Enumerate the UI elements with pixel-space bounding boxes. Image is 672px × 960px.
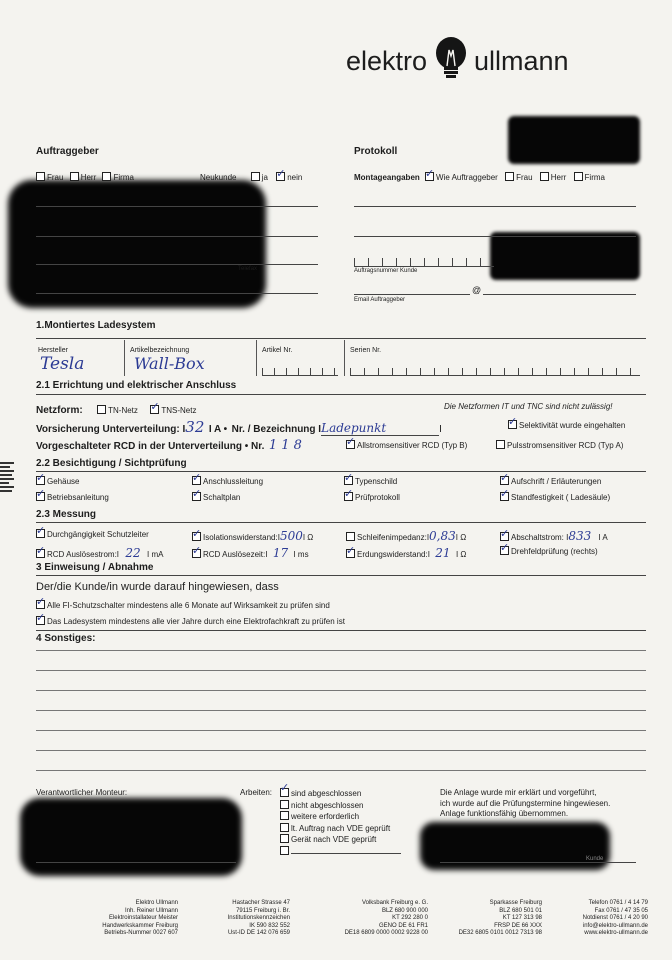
serial-nr-ticks [350,368,640,376]
checkbox-anschlussleitung[interactable] [192,476,201,485]
notes-line-2 [36,670,646,671]
unit-insulation: I Ω [302,533,314,542]
check-pruefprotokoll [344,492,400,502]
checkbox-ja[interactable] [251,172,260,181]
checkbox-work-5[interactable] [280,834,289,843]
label-work-4: lt. Auftrag nach VDE geprüft [291,823,391,833]
checkbox-continuity[interactable] [36,529,45,538]
label-work-5: Gerät nach VDE geprüft [291,835,377,844]
work-option-3 [280,811,401,823]
checkbox-insulation[interactable] [192,532,201,541]
check-typenschild [344,476,397,486]
fuse-row [36,418,442,437]
work-options [280,788,401,857]
client-salutations [36,172,134,182]
checkbox-work-2[interactable] [280,800,289,809]
label-tripping: Abschaltstrom: I [511,533,569,542]
col-divider-2 [256,340,257,376]
meas-rcd-time [192,546,309,560]
checkbox-betriebsanleitung[interactable] [36,492,45,501]
col-divider-3 [344,340,345,376]
label-loop: Schleifenimpedanz:I [357,533,430,542]
customer-text-1: Die Anlage wurde mir erklärt und vorgeführt, [440,788,597,797]
section4-top-rule [36,630,646,631]
footer-c5-2: Fax 0761 / 47 35 05 [594,907,648,914]
col-artikel-nr: Artikel Nr. [262,347,293,354]
protocol-line-2 [354,236,636,237]
checkbox-instruction-1[interactable] [36,600,45,609]
checkbox-tns-netz[interactable] [150,405,159,414]
checkbox-loop[interactable] [346,532,355,541]
footer-c4-2: BLZ 680 501 01 [499,907,542,914]
redaction-order-number [490,232,640,280]
p-salutation-frau: Frau [516,173,533,182]
checkbox-aufschrift[interactable] [500,476,509,485]
notes-line-1 [36,650,646,651]
work-label: Arbeiten: [240,788,273,797]
value-tripping: 833 [568,529,592,543]
checkbox-rotation[interactable] [500,546,509,555]
section4-title: 4 Sonstiges: [36,633,96,644]
section1-top-rule [36,338,646,339]
footer-c3-5: DE18 6809 0000 0002 9228 00 [344,930,428,936]
notes-line-5 [36,730,646,731]
checkbox-wie-auftraggeber[interactable] [425,172,434,181]
email-label: Email Auftraggeber [354,297,406,303]
meas-rcd-current [36,546,163,560]
value-rcd-time: 17 [272,546,289,560]
checkbox-rcd-current[interactable] [36,549,45,558]
manufacturer-handwriting: Tesla [40,354,85,374]
selectivity-row [508,420,625,430]
notes-line-6 [36,750,646,751]
rcd-value: 1 1 8 [268,438,302,453]
netform-row [36,400,196,418]
installer-label: Verantwortlicher Monteur: [36,788,128,797]
protocol-line-1 [354,206,636,207]
footer-c1-1: Elektro Ullmann [135,900,178,906]
client-line-2 [36,236,318,237]
checkbox-rcd-time[interactable] [192,549,201,558]
label-work-3: weitere erforderlich [291,812,360,821]
footer-c2-2: 79115 Freiburg i. Br. [236,907,290,914]
assembly-row [354,172,605,182]
label-anschlussleitung: Anschlussleitung [203,477,264,486]
rcd-label: Vorgeschalteter RCD in der Unterverteilung • Nr. [36,441,265,452]
check-gehaeuse [36,476,79,486]
redaction-client-address [8,180,266,308]
rcd-type-b-label: Allstromsensitiver RCD (Typ B) [357,441,468,450]
customer-sig-label: Kunde [586,856,604,862]
checkbox-work-3[interactable] [280,811,289,820]
unit-loop: I Ω [455,533,467,542]
checkbox-tn-netz[interactable] [97,405,106,414]
checkbox-frau[interactable] [36,172,45,181]
value-loop: 0,83 [429,529,456,543]
unit-tripping: I A [598,533,608,542]
client-title: Auftraggeber [36,146,99,157]
rcd-row [36,436,302,454]
label-schaltplan: Schaltplan [203,493,241,502]
notes-line-3 [36,690,646,691]
label-continuity: Durchgängigkeit Schutzleiter [47,530,149,539]
label-betriebsanleitung: Betriebsanleitung [47,493,109,502]
checkbox-work-6[interactable] [280,846,289,855]
value-rcd-current: 22 [125,546,141,560]
footer-c5-3: Notdienst 0761 / 4 20 90 [582,915,648,921]
salutation-herr: Herr [80,173,97,182]
label-nein: nein [287,173,303,182]
netform-note: Die Netzformen IT und TNC sind nicht zulässig! [444,402,613,411]
footer-c3-4: GENO DE 61 FR1 [378,922,428,929]
section21-title: 2.1 Errichtung und elektrischer Anschluss [36,380,237,391]
article-handwriting: Wall-Box [134,354,205,373]
checkbox-firma[interactable] [102,172,111,181]
checkbox-tripping[interactable] [500,532,509,541]
brand-right: ullmann [473,46,569,76]
installer-sign-line [36,862,236,863]
check-schaltplan [192,492,240,502]
checkbox-selectivity[interactable] [508,420,517,429]
footer-col-3 [318,900,428,938]
telefax-label: Telefax [238,266,258,272]
meas-tripping [500,529,608,543]
meas-insulation [192,529,313,543]
label-instruction-1: Alle FI-Schutzschalter mindestens alle 6 Monate auf Wirksamkeit zu prüfen sind [47,601,330,610]
salutation-firma: Firma [113,173,134,182]
footer-c1-4: Handwerkskammer Freiburg [102,922,178,929]
client-line-1 [36,206,318,207]
assembly-label: Montageangaben [354,173,420,182]
meas-loop [346,529,466,543]
notes-line-4 [36,710,646,711]
label-aufschrift: Aufschrift / Erläuterungen [511,477,602,486]
label-rcd-current: RCD Auslösestrom:I [47,550,120,559]
checkbox-standfestigkeit[interactable] [500,492,509,501]
notes-line-7 [36,770,646,771]
footer-c3-2: BLZ 680 900 000 [381,907,428,914]
work-option-1 [280,788,401,800]
label-insulation: Isolationswiderstand:I [203,533,280,542]
netform-label: Netzform: [36,405,83,416]
checkbox-rcd-type-a[interactable] [496,440,505,449]
label-work-1: sind abgeschlossen [291,789,362,798]
customer-sign-line [440,862,636,863]
fuse-value: 32 [185,418,205,436]
checkbox-gehaeuse[interactable] [36,476,45,485]
label-instruction-2: Das Ladesystem mindestens alle vier Jahre durch eine Elektrofachkraft zu prüfen ist [47,617,345,626]
meas-earth [346,546,466,560]
section23-title: 2.3 Messung [36,509,97,520]
redaction-installer-signature [20,798,242,876]
check-betriebsanleitung [36,492,109,502]
footer-c4-3: KT 127 313 98 [502,915,542,921]
customer-text [440,788,610,820]
order-number-label: Auftragsnummer Kunde [354,268,418,274]
label-rotation: Drehfeldprüfung (rechts) [511,547,598,556]
checkbox-earth[interactable] [346,549,355,558]
col-serien-nr: Serien Nr. [350,347,382,354]
footer-c1-2: Inh. Reiner Ullmann [124,907,178,914]
checkbox-p-frau[interactable] [505,172,514,181]
col-divider-1 [124,340,125,376]
bulb-icon [432,36,470,76]
footer-c5-1: Telefon 0761 / 4 14 79 [588,900,648,906]
meas-rotation [500,546,598,556]
label-rcd-time: RCD Auslösezeit:I [203,550,268,559]
footer-c4-5: DE32 6805 0101 0012 7313 98 [458,930,542,936]
customer-text-2: ich wurde auf die Prüfungstermine hingewiesen. [440,798,611,808]
label-work-2: nicht abgeschlossen [291,800,364,810]
fuse-label: Vorsicherung Unterverteilung: I [36,424,186,435]
section3-rule [36,575,646,576]
rcd-type-b-row [346,440,467,450]
email-at-sign: @ [472,285,482,295]
label-tn-netz: TN-Netz [108,406,138,415]
p-salutation-firma: Firma [584,173,605,182]
section3-intro: Der/die Kunde/in wurde darauf hingewiesen, dass [36,581,279,593]
footer-c3-3: KT 292 280 0 [392,915,428,921]
new-customer-row [200,172,302,182]
label-earth: Erdungswiderstand:I [357,550,430,559]
work-option-4 [280,823,401,835]
checkbox-work-1[interactable] [280,788,289,797]
footer-c2-4: IK 590 832 552 [249,922,290,929]
scan-edge-marks [0,462,16,494]
footer-col-1 [82,900,178,938]
col-artikelbezeichnung: Artikelbezeichnung [130,347,190,354]
footer-c4-4: FRSP DE 66 XXX [494,922,542,929]
label-tns-netz: TNS-Netz [161,406,197,415]
label-gehaeuse: Gehäuse [47,477,80,486]
section23-rule [36,522,646,523]
check-standfestigkeit [500,492,610,502]
nr-end-bar: I [439,424,442,435]
checkbox-typenschild[interactable] [344,476,353,485]
unit-rcd-current: I mA [147,550,164,559]
footer-c1-3: Elektroinstallateur Meister [108,915,178,921]
fuse-unit: I A • [208,424,228,435]
footer-col-4 [436,900,542,938]
selectivity-label: Selektivität wurde eingehalten [519,421,626,430]
rcd-type-a-label: Pulsstromsensitiver RCD (Typ A) [507,441,624,450]
unit-rcd-time: I ms [293,550,309,559]
salutation-frau: Frau [47,173,64,182]
col-hersteller: Hersteller [38,347,68,354]
footer-c3-1: Volksbank Freiburg e. G. [361,900,428,906]
value-insulation: 500 [279,529,303,543]
redaction-top-right [508,116,640,164]
label-pruefprotokoll: Prüfprotokoll [355,493,400,502]
footer-col-2 [194,900,290,938]
section3-title: 3 Einweisung / Abnahme [36,562,154,573]
checkbox-rcd-type-b[interactable] [346,440,355,449]
footer-c2-1: Hastacher Strasse 47 [232,900,290,906]
section1-title: 1.Montiertes Ladesystem [36,320,156,331]
checkbox-instruction-2[interactable] [36,616,45,625]
checkbox-pruefprotokoll[interactable] [344,492,353,501]
nr-label: Nr. / Bezeichnung I [231,424,322,435]
footer-c4-1: Sparkasse Freiburg [489,900,542,906]
protocol-title: Protokoll [354,146,398,157]
section21-rule [36,394,646,395]
brand-left: elektro [346,46,428,76]
unit-earth: I Ω [455,550,467,559]
meas-continuity [36,529,149,539]
work-option-2 [280,800,401,812]
section22-rule [36,471,646,472]
nr-value: Ladepunkt [321,421,439,436]
footer-col-5 [548,900,648,938]
footer-c1-5: Betriebs-Nummer 0027 607 [104,930,178,936]
label-ja: ja [261,173,268,182]
instruction-2 [36,616,345,626]
label-standfestigkeit: Standfestigkeit ( Ladesäule) [511,493,611,502]
footer-c5-4[interactable]: info@elektro-ullmann.de [582,922,648,929]
checkbox-work-4[interactable] [280,823,289,832]
client-line-4 [36,293,318,294]
rcd-type-a-row [496,440,623,450]
value-earth: 21 [435,546,451,560]
footer-c5-5[interactable]: www.elektro-ullmann.de [584,930,648,936]
p-salutation-herr: Herr [550,173,567,182]
footer-c2-5: Ust-ID DE 142 076 659 [227,930,290,936]
work-option-6 [280,846,401,858]
client-line-3 [36,264,318,265]
work-other-line [291,853,401,854]
company-logo [346,46,569,86]
email-line [354,294,636,295]
new-customer-label: Neukunde [200,173,237,182]
checkbox-herr[interactable] [70,172,79,181]
article-nr-ticks [262,368,338,376]
instruction-1 [36,600,330,610]
work-option-5 [280,834,401,846]
label-wie-auftraggeber: Wie Auftraggeber [436,173,498,182]
customer-text-3: Anlage funktionsfähig übernommen. [440,809,569,818]
checkbox-schaltplan[interactable] [192,492,201,501]
checkbox-p-herr[interactable] [540,172,549,181]
check-anschlussleitung [192,476,263,486]
order-number-ticks [354,258,494,267]
label-typenschild: Typenschild [355,477,398,486]
checkbox-nein[interactable] [276,172,285,181]
check-aufschrift [500,476,601,486]
checkbox-p-firma[interactable] [574,172,583,181]
footer-c2-3: Institutionskennzeichen [227,915,290,921]
section22-title: 2.2 Besichtigung / Sichtprüfung [36,458,187,469]
